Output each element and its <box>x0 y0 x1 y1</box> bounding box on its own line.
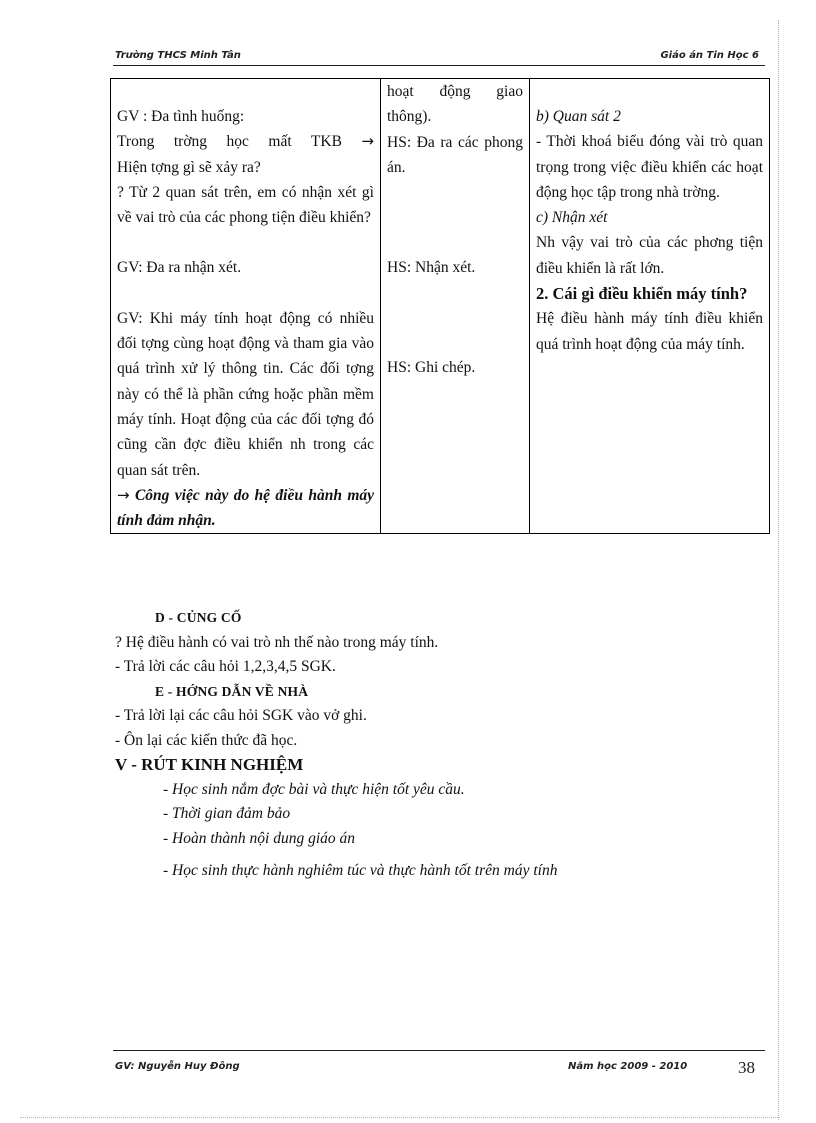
section-2-heading: 2. Cái gì điều khiển máy tính? <box>536 284 748 304</box>
homework-title: E - HỚNG DẪN VỀ NHÀ <box>155 683 309 699</box>
timetable-lost-line: Trong trờng học mất TKB → <box>117 132 374 151</box>
observation-2-text: - Thời khoá biểu đóng vài trò quan trọng trong việc điều khiển các hoạt động học tập trong nhà trờng. <box>536 133 763 201</box>
experience-title: V - RÚT KINH NGHIỆM <box>115 755 304 774</box>
hs-note: HS: Ghi chép. <box>387 359 476 377</box>
table-row <box>111 79 770 534</box>
conclusion: → Công việc này do hệ điều hành máy tính đảm nhận. <box>117 485 375 530</box>
arrow-icon: → <box>361 132 374 151</box>
section-2-text: Hệ điều hành máy tính điều khiển quá trình hoạt động của máy tính. <box>536 310 763 353</box>
homework-item: - Trả lời lại các câu hỏi SGK vào vở ghi. <box>115 707 367 724</box>
consolidation-item: - Trả lời các câu hỏi 1,2,3,4,5 SGK. <box>115 658 336 675</box>
page-edge-bottom <box>20 1117 780 1118</box>
consolidation-item: ? Hệ điều hành có vai trò nh thế nào trong máy tính. <box>115 633 439 651</box>
experience-item: - Học sinh nắm đợc bài và thực hiện tốt yêu cầu. <box>163 780 465 798</box>
header-title: Giáo án Tin Học 6 <box>660 50 759 61</box>
page-header <box>113 47 765 66</box>
student-activity-cell <box>381 79 530 534</box>
observation-2-heading: b) Quan sát 2 <box>536 108 621 125</box>
hs-remark: HS: Nhận xét. <box>387 259 476 277</box>
traffic-activity: hoạt động giao thông). <box>387 83 523 126</box>
remark-heading: c) Nhận xét <box>536 209 608 227</box>
experience-item: - Hoàn thành nội dung giáo án <box>163 829 356 847</box>
footer-school-year: Năm học 2009 - 2010 <box>568 1061 688 1072</box>
page-footer <box>113 1050 765 1081</box>
teacher-activity-cell <box>111 79 381 534</box>
page-edge-right <box>778 20 779 1120</box>
consolidation-title: D - CỦNG CỐ <box>155 610 242 625</box>
role-question: ? Từ 2 quan sát trên, em có nhận xét gì về vai trò của các phong tiện điều khiển? <box>117 183 374 227</box>
footer-teacher: GV: Nguyễn Huy Đông <box>115 1061 240 1072</box>
lesson-table <box>110 78 770 534</box>
page-number: 38 <box>738 1058 755 1077</box>
content-cell <box>530 79 770 534</box>
lesson-summary <box>115 606 765 884</box>
what-happens-question: Hiện tợng gì sẽ xảy ra? <box>117 158 261 176</box>
arrow-icon: → <box>117 485 130 504</box>
remark-text: Nh vậy vai trò của các phơng tiện điều khiển là rất lớn. <box>536 234 763 277</box>
experience-item: - Thời gian đảm bảo <box>163 805 291 822</box>
gv-explanation: GV: Khi máy tính hoạt động có nhiều đối tợng cùng hoạt động và tham gia vào quá trình xử lý thông tin. Các đối tợng này có thể là phần cứng hoặc phần mềm máy tính. Hoạt động của các đối tợng đó cũng cần đợc điều khiển nh trong các quan sát trên. <box>117 309 374 479</box>
experience-item: - Học sinh thực hành nghiêm túc và thực hành tốt trên máy tính <box>163 862 558 879</box>
gv-situation: GV : Đa tình huống: <box>117 108 245 125</box>
hs-options: HS: Đa ra các phong án. <box>387 133 523 176</box>
gv-remark: GV: Đa ra nhận xét. <box>117 259 242 277</box>
homework-item: - Ôn lại các kiến thức đã học. <box>115 731 298 749</box>
header-school: Trường THCS Minh Tân <box>115 50 241 61</box>
